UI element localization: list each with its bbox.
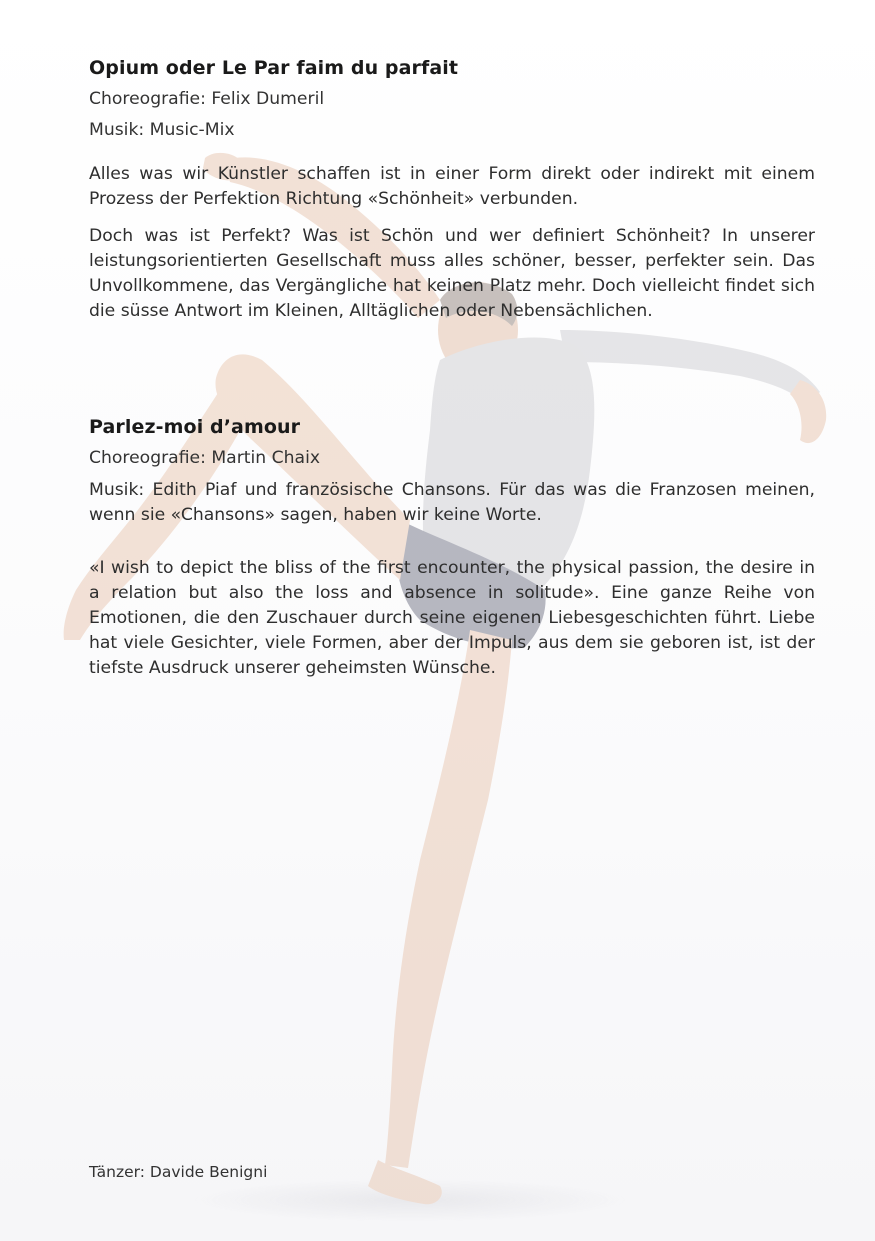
- section-title: Opium oder Le Par faim du parfait: [89, 57, 459, 79]
- spacer: [89, 528, 815, 556]
- choreography-line: Choreografie: Felix Dumeril: [89, 89, 325, 109]
- spacer: [89, 144, 815, 162]
- section-title: Parlez-moi d’amour: [89, 416, 301, 438]
- spacer: [89, 212, 815, 224]
- program-section-parlez-moi: [89, 413, 815, 681]
- paragraph: Doch was ist Perfekt? Was ist Schön und wer definiert Schönheit? In unserer leistungsorientierten Gesellschaft muss alles schöner, besser, perfekter sein. Das Unvollkommene, das Vergängliche hat keinen Platz mehr. Doch vielleicht findet sich die süsse Antwort im Kleinen, Alltäglichen oder Nebensächlichen.: [89, 226, 815, 321]
- paragraph: «I wish to depict the bliss of the first encounter, the physical passion, the desire in a relation but also the loss and absence in solitude». Eine ganze Reihe von Emotionen, die den Zuschauer durch seine eigenen Liebesgeschichten führt. Liebe hat viele Gesichter, viele Formen, aber der Impuls, aus dem sie geboren ist, ist der tiefste Ausdruck unserer geheimsten Wünsche.: [89, 558, 815, 678]
- choreography-line: Choreografie: Martin Chaix: [89, 448, 321, 468]
- music-line: Musik: Music-Mix: [89, 120, 235, 140]
- paragraph: Alles was wir Künstler schaffen ist in einer Form direkt oder indirekt mit einem Prozess der Perfektion Richtung «Schönheit» verbunden.: [89, 164, 815, 209]
- music-line: Musik: Edith Piaf und französische Chansons. Für das was die Franzosen meinen, wenn sie «Chansons» sagen, haben wir keine Worte.: [89, 480, 815, 525]
- dancer-credit: Tänzer: Davide Benigni: [89, 1163, 268, 1181]
- program-section-opium: [89, 54, 815, 324]
- text-content: [89, 54, 815, 681]
- spacer: [89, 324, 815, 413]
